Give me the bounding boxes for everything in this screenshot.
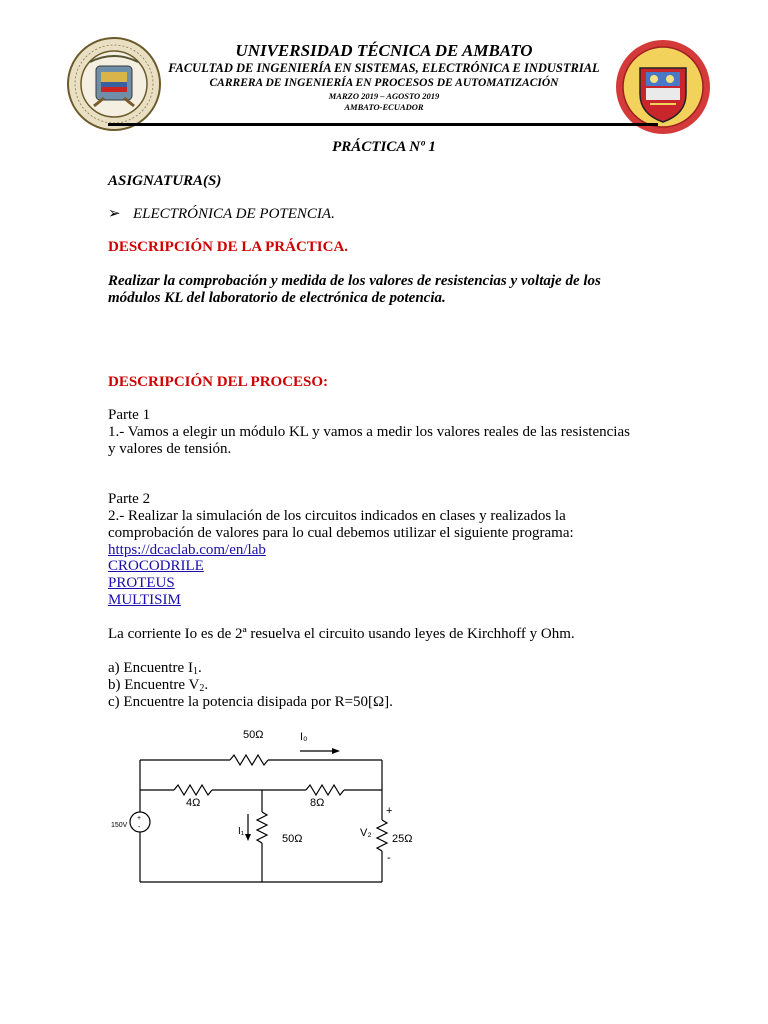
question-b-subscript: 2 [199,683,205,694]
bullet-icon: ➢ [108,206,121,222]
label-v2: V₂ [360,827,372,839]
academic-period: MARZO 2019 – AGOSTO 2019 [328,91,440,101]
part2-line-1: 2.- Realizar la simulación de los circuitos indicados en clases y realizados la [108,508,566,524]
label-plus: + [386,805,393,817]
part2-line-2: comprobación de valores para lo cual debemos utilizar el siguiente programa: [108,525,574,541]
label-source-plus: + [137,815,142,822]
label-source: 150V [111,822,128,829]
label-r-right: 8Ω [310,797,325,809]
faculty-name: FACULTAD DE INGENIERÍA EN SISTEMAS, ELECTRÓNICA E INDUSTRIAL [168,61,600,75]
resistor-left [174,785,212,795]
career-name: CARRERA DE INGENIERÍA EN PROCESOS DE AUTOMATIZACIÓN [209,77,559,89]
resistor-middle [257,812,267,843]
practice-title: PRÁCTICA Nº 1 [332,139,436,155]
subject-label: ELECTRÓNICA DE POTENCIA. [133,206,335,222]
link-proteus[interactable]: PROTEUS [108,575,175,591]
label-r-left: 4Ω [186,797,201,809]
label-r-top: 50Ω [243,729,264,741]
circuit-diagram [100,720,440,895]
description-heading: DESCRIPCIÓN DE LA PRÁCTICA. [108,239,349,255]
resistor-top [230,755,268,765]
part2-title: Parte 2 [108,491,151,507]
part1-line-2: y valores de tensión. [108,441,232,457]
question-a-suffix: . [197,660,202,676]
label-r-middle: 50Ω [282,833,303,845]
city: AMBATO-ECUADOR [344,102,424,112]
label-source-minus: - [138,824,141,831]
resistor-output [377,820,387,851]
subject-item [108,206,335,223]
header-divider [108,123,658,126]
description-line-2: módulos KL del laboratorio de electrónica de potencia. [108,290,446,306]
university-name: UNIVERSIDAD TÉCNICA DE AMBATO [235,41,533,60]
part1-title: Parte 1 [108,407,151,423]
question-a-subscript: 1 [192,666,198,677]
subjects-heading: ASIGNATURA(S) [108,173,222,189]
link-crocodrile[interactable]: CROCODRILE [108,558,204,574]
label-i1: I₁ [238,826,245,837]
question-c: c) Encuentre la potencia disipada por R=50[Ω]. [108,694,393,710]
question-a-text: a) Encuentre I [108,660,193,676]
process-heading: DESCRIPCIÓN DEL PROCESO: [108,374,329,390]
question-b-suffix: . [204,677,209,693]
question-b-text: b) Encuentre V [108,677,200,693]
label-r-output: 25Ω [392,833,413,845]
part1-line-1: 1.- Vamos a elegir un módulo KL y vamos a medir los valores reales de las resistencias [108,424,630,440]
label-io: I₀ [300,731,308,743]
label-minus: - [387,852,391,864]
description-line-1: Realizar la comprobación y medida de los valores de resistencias y voltaje de los [108,273,601,289]
resistor-right [306,785,344,795]
problem-statement: La corriente Io es de 2ª resuelva el circuito usando leyes de Kirchhoff y Ohm. [108,626,575,642]
link-multisim[interactable]: MULTISIM [108,592,181,608]
link-dcaclab[interactable]: https://dcaclab.com/en/lab [108,542,266,558]
